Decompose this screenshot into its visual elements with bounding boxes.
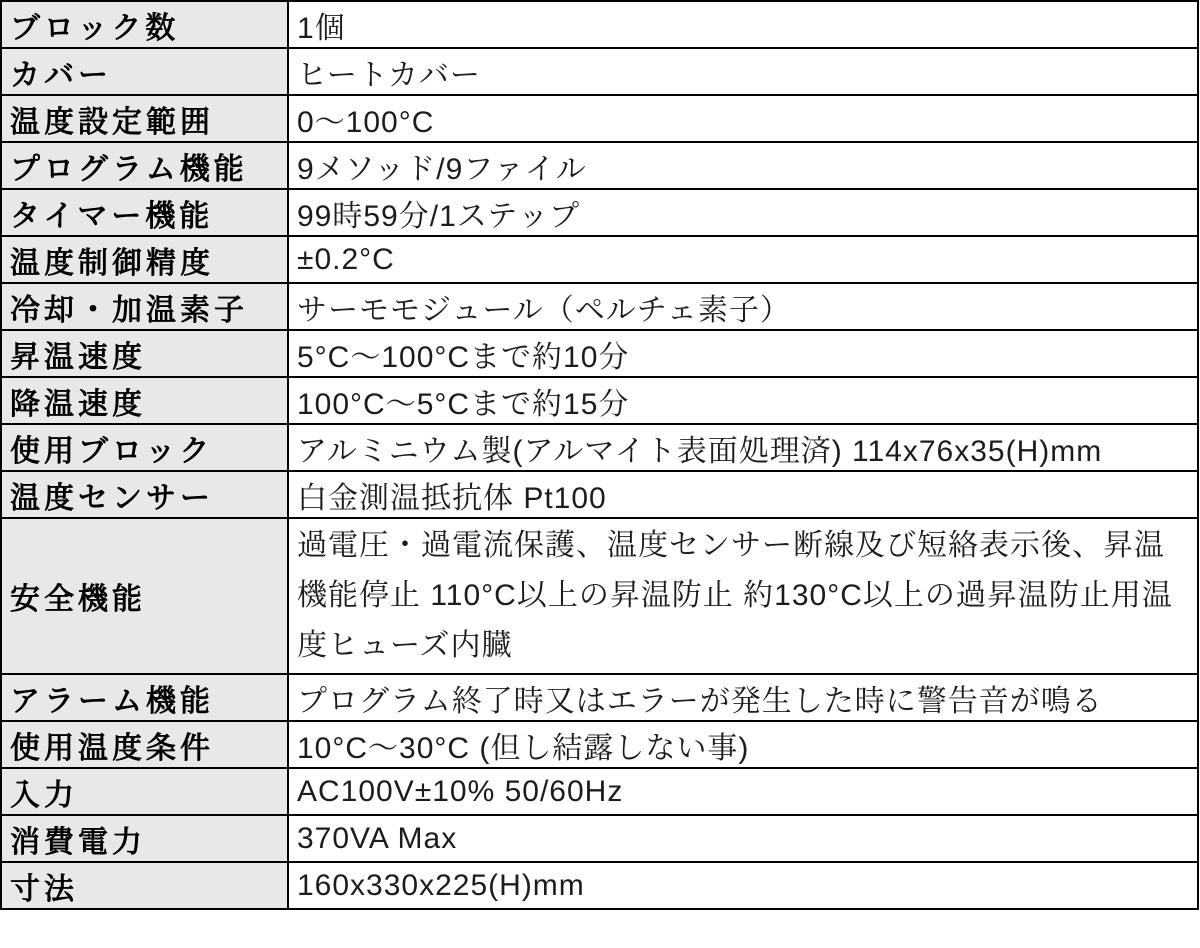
spec-label-cell: 降温速度 — [1, 377, 288, 424]
table-row — [1, 862, 1198, 909]
spec-label-cell: 使用温度条件 — [1, 721, 288, 768]
spec-label-cell: 安全機能 — [1, 518, 288, 674]
table-row — [1, 95, 1198, 142]
table-row — [1, 721, 1198, 768]
spec-label-cell: アラーム機能 — [1, 674, 288, 721]
spec-label-cell: 昇温速度 — [1, 330, 288, 377]
spec-value-cell: アルミニウム製(アルマイト表面処理済) 114x76x35(H)mm — [288, 424, 1198, 471]
spec-label-cell: カバー — [1, 48, 288, 95]
table-row — [1, 768, 1198, 815]
table-row — [1, 330, 1198, 377]
spec-value-cell: AC100V±10% 50/60Hz — [288, 768, 1198, 815]
spec-value-cell: 100°C～5°Cまで約15分 — [288, 377, 1198, 424]
spec-label-cell: ブロック数 — [1, 1, 288, 48]
spec-value-cell: プログラム終了時又はエラーが発生した時に警告音が鳴る — [288, 674, 1198, 721]
table-row — [1, 236, 1198, 283]
spec-label-cell: タイマー機能 — [1, 189, 288, 236]
spec-label-cell: 入力 — [1, 768, 288, 815]
spec-value-cell: 1個 — [288, 1, 1198, 48]
spec-value-cell: 10°C～30°C (但し結露しない事) — [288, 721, 1198, 768]
spec-label-cell: 寸法 — [1, 862, 288, 909]
spec-value-cell: ヒートカバー — [288, 48, 1198, 95]
spec-value-cell: 白金測温抵抗体 Pt100 — [288, 471, 1198, 518]
spec-value-cell: 過電圧・過電流保護、温度センサー断線及び短絡表示後、昇温機能停止 110°C以上の昇温防止 約130°C以上の過昇温防止用温度ヒューズ内臓 — [288, 518, 1198, 674]
spec-label-cell: 温度制御精度 — [1, 236, 288, 283]
table-row — [1, 815, 1198, 862]
spec-value-cell: 160x330x225(H)mm — [288, 862, 1198, 909]
spec-label-cell: 温度設定範囲 — [1, 95, 288, 142]
table-row — [1, 674, 1198, 721]
table-row — [1, 424, 1198, 471]
table-row-safety-functions — [1, 518, 1198, 674]
spec-label-cell: プログラム機能 — [1, 142, 288, 189]
spec-label-cell: 冷却・加温素子 — [1, 283, 288, 330]
spec-value-cell: ±0.2°C — [288, 236, 1198, 283]
table-row — [1, 1, 1198, 48]
table-row — [1, 377, 1198, 424]
table-row — [1, 142, 1198, 189]
table-row — [1, 48, 1198, 95]
spec-value-cell: 5°C～100°Cまで約10分 — [288, 330, 1198, 377]
spec-label-cell: 温度センサー — [1, 471, 288, 518]
spec-value-cell: サーモモジュール（ペルチェ素子） — [288, 283, 1198, 330]
spec-label-cell: 消費電力 — [1, 815, 288, 862]
spec-value-cell: 0～100°C — [288, 95, 1198, 142]
spec-label-cell: 使用ブロック — [1, 424, 288, 471]
spec-value-cell: 9メソッド/9ファイル — [288, 142, 1198, 189]
spec-value-cell: 99時59分/1ステップ — [288, 189, 1198, 236]
table-row — [1, 189, 1198, 236]
spec-value-cell: 370VA Max — [288, 815, 1198, 862]
table-row — [1, 471, 1198, 518]
table-row — [1, 283, 1198, 330]
